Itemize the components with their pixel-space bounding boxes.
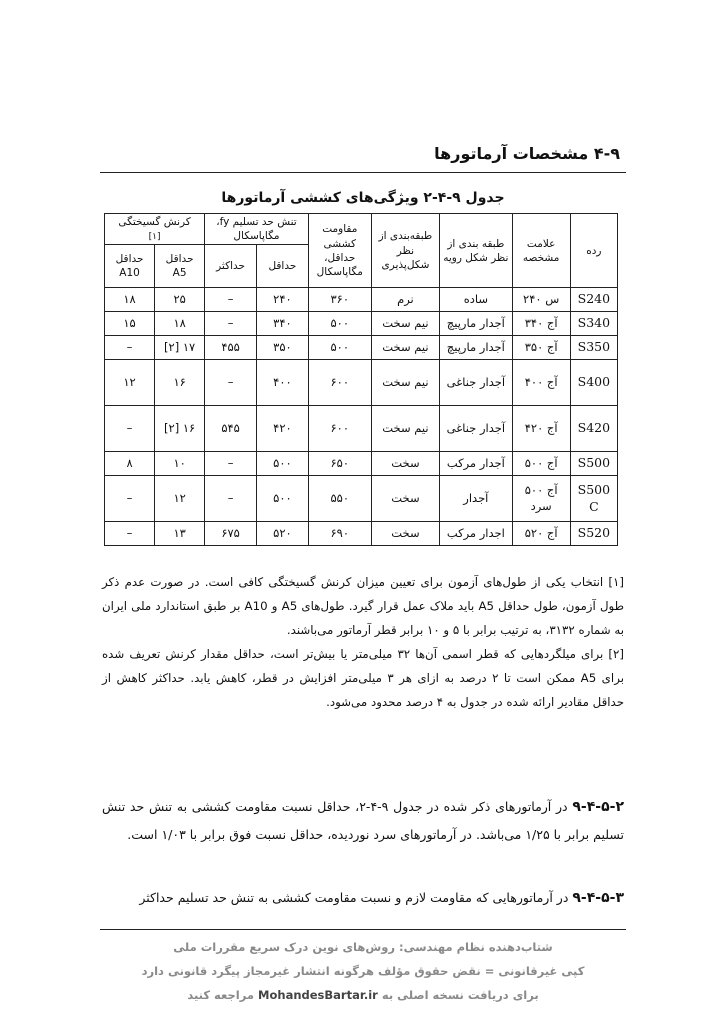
cell-ductility: نیم سخت bbox=[371, 336, 439, 360]
footer-rule bbox=[100, 929, 626, 930]
cell-ductility: نرم bbox=[371, 288, 439, 312]
cell-grade: S500 bbox=[570, 452, 617, 476]
cell-tensile: ۶۹۰ bbox=[308, 522, 371, 546]
cell-a10: – bbox=[105, 336, 155, 360]
cell-ductility: سخت bbox=[371, 522, 439, 546]
header-elongation-label: کرنش گسیختگی bbox=[118, 216, 191, 228]
cell-a10: ۱۸ bbox=[105, 288, 155, 312]
cell-mark: آج ۴۰۰ bbox=[512, 360, 570, 406]
cell-surface: اجدار مرکب bbox=[440, 522, 512, 546]
cell-tensile: ۳۶۰ bbox=[308, 288, 371, 312]
cell-yield-min: ۵۰۰ bbox=[257, 452, 309, 476]
cell-mark: آج ۳۵۰ bbox=[512, 336, 570, 360]
clause-number: ۹-۴-۵-۲ bbox=[572, 799, 624, 815]
cell-surface: آجدار bbox=[440, 476, 512, 522]
cell-mark: آج ۵۲۰ bbox=[512, 522, 570, 546]
cell-a5: ۱۳ bbox=[155, 522, 205, 546]
cell-surface: آجدار جناغی bbox=[440, 360, 512, 406]
cell-a5: ۱۶ [۲] bbox=[155, 406, 205, 452]
table-header-row bbox=[105, 214, 618, 245]
header-yield-max: حداکثر bbox=[205, 245, 257, 288]
cell-yield-max: ۶۷۵ bbox=[205, 522, 257, 546]
cell-yield-max: – bbox=[205, 360, 257, 406]
header-ductility: طبقه‌بندی از نظر شکل‌پذیری bbox=[371, 214, 439, 288]
cell-a10: – bbox=[105, 476, 155, 522]
cell-surface: آجدار جناغی bbox=[440, 406, 512, 452]
cell-yield-min: ۴۰۰ bbox=[257, 360, 309, 406]
table-notes bbox=[102, 570, 624, 714]
cell-grade: S520 bbox=[570, 522, 617, 546]
cell-yield-min: ۴۲۰ bbox=[257, 406, 309, 452]
cell-surface: آجدار مارپیچ bbox=[440, 312, 512, 336]
clause-number: ۹-۴-۵-۳ bbox=[572, 890, 624, 906]
cell-ductility: نیم سخت bbox=[371, 406, 439, 452]
cell-tensile: ۵۰۰ bbox=[308, 336, 371, 360]
header-yield-min: حداقل bbox=[257, 245, 309, 288]
table-row bbox=[105, 360, 618, 406]
cell-tensile: ۶۵۰ bbox=[308, 452, 371, 476]
cell-surface: ساده bbox=[440, 288, 512, 312]
table-row bbox=[105, 452, 618, 476]
cell-yield-max: – bbox=[205, 312, 257, 336]
header-surface: طبقه بندی از نظر شکل رویه bbox=[440, 214, 512, 288]
cell-grade: S340 bbox=[570, 312, 617, 336]
cell-a5: ۱۶ bbox=[155, 360, 205, 406]
cell-a5: ۱۰ bbox=[155, 452, 205, 476]
cell-a10: ۱۵ bbox=[105, 312, 155, 336]
header-a5: حداقل A5 bbox=[155, 245, 205, 288]
table-row bbox=[105, 312, 618, 336]
cell-grade: S350 bbox=[570, 336, 617, 360]
table-title: جدول ۹-۴-۲ ویژگی‌های کششی آرماتورها bbox=[221, 190, 505, 206]
header-tensile: مقاومت کششی حداقل، مگاپاسکال bbox=[308, 214, 371, 288]
header-grade: رده bbox=[570, 214, 617, 288]
table-row bbox=[105, 336, 618, 360]
footer-line-1: شتاب‌دهنده نظام مهندسی: روش‌های نوین درک سریع مقررات ملی bbox=[173, 940, 553, 954]
cell-tensile: ۵۵۰ bbox=[308, 476, 371, 522]
table-row bbox=[105, 288, 618, 312]
cell-yield-max: ۴۵۵ bbox=[205, 336, 257, 360]
cell-a5: ۱۷ [۲] bbox=[155, 336, 205, 360]
footer-line-3-prefix: برای دریافت نسخه اصلی به bbox=[381, 988, 539, 1002]
cell-ductility: نیم سخت bbox=[371, 312, 439, 336]
cell-grade: S420 bbox=[570, 406, 617, 452]
cell-a5: ۲۵ bbox=[155, 288, 205, 312]
cell-mark: آج ۵۰۰ سرد bbox=[512, 476, 570, 522]
cell-a10: – bbox=[105, 406, 155, 452]
cell-a5: ۱۸ bbox=[155, 312, 205, 336]
cell-yield-min: ۳۵۰ bbox=[257, 336, 309, 360]
cell-tensile: ۶۰۰ bbox=[308, 360, 371, 406]
note-1: [۱] انتخاب یکی از طول‌های آزمون برای تعیین میزان کرنش گسیختگی کافی است. در صورت عدم ذکر طول آزمون، طول حداقل A5 باید ملاک عمل قرار گیرد. طول‌های A5 و A10 بر طبق استاندارد ملی ایران به شماره ۳۱۳۲، به ترتیب برابر با ۵ و ۱۰ برابر قطر آرماتور می‌باشند. bbox=[102, 575, 625, 637]
cell-surface: آجدار مرکب bbox=[440, 452, 512, 476]
cell-yield-min: ۲۴۰ bbox=[257, 288, 309, 312]
chapter-title: ۴-۹ مشخصات آرماتورها bbox=[434, 144, 620, 163]
clause-9-4-5-3 bbox=[102, 884, 624, 912]
cell-yield-min: ۵۲۰ bbox=[257, 522, 309, 546]
footer-line-2: کپی غیرقانونی = نقض حقوق مؤلف هرگونه انتشار غیرمجاز پیگرد قانونی دارد bbox=[141, 964, 585, 978]
cell-yield-max: – bbox=[205, 452, 257, 476]
cell-tensile: ۶۰۰ bbox=[308, 406, 371, 452]
header-mark: علامت مشخصه bbox=[512, 214, 570, 288]
table-row bbox=[105, 522, 618, 546]
header-yield: تنش حد تسلیم fy، مگاپاسکال bbox=[205, 214, 309, 245]
cell-ductility: سخت bbox=[371, 476, 439, 522]
tensile-properties-table bbox=[104, 213, 618, 546]
table-row bbox=[105, 406, 618, 452]
cell-mark: آج ۳۴۰ bbox=[512, 312, 570, 336]
note-2: [۲] برای میلگردهایی که قطر اسمی آن‌ها ۳۲ میلی‌متر یا بیش‌تر است، حداقل مقدار کرنش تعریف شده برای A5 ممکن است تا ۲ درصد به ازای هر ۳ میلی‌متر افزایش در قطر، کاهش یابد. حداکثر کاهش از حداقل مقادیر ارائه شده در جدول به ۴ درصد محدود می‌شود. bbox=[102, 647, 624, 709]
cell-mark: س ۲۴۰ bbox=[512, 288, 570, 312]
cell-tensile: ۵۰۰ bbox=[308, 312, 371, 336]
cell-a10: ۸ bbox=[105, 452, 155, 476]
cell-a10: – bbox=[105, 522, 155, 546]
cell-ductility: سخت bbox=[371, 452, 439, 476]
cell-grade: S500 C bbox=[570, 476, 617, 522]
cell-yield-max: ۵۴۵ bbox=[205, 406, 257, 452]
header-a10: حداقل A10 bbox=[105, 245, 155, 288]
footer-line-3 bbox=[100, 983, 626, 1007]
cell-yield-max: – bbox=[205, 476, 257, 522]
footer-url[interactable]: MohandesBartar.ir bbox=[258, 988, 378, 1002]
cell-yield-max: – bbox=[205, 288, 257, 312]
clause-9-4-5-2 bbox=[102, 793, 624, 848]
cell-surface: آجدار مارپیچ bbox=[440, 336, 512, 360]
footer-line-3-suffix: مراجعه کنید bbox=[187, 988, 255, 1002]
cell-ductility: نیم سخت bbox=[371, 360, 439, 406]
clause-text: در آرماتورهای ذکر شده در جدول ۹-۴-۲، حداقل نسبت مقاومت کششی به تنش حد تنش تسلیم برابر با ۱/۲۵ می‌باشد. در آرماتورهای سرد نوردیده، حداقل نسبت فوق برابر با ۱/۰۳ است. bbox=[102, 799, 624, 842]
table-row bbox=[105, 476, 618, 522]
cell-a10: ۱۲ bbox=[105, 360, 155, 406]
header-elongation bbox=[105, 214, 205, 245]
cell-mark: آج ۵۰۰ bbox=[512, 452, 570, 476]
cell-a5: ۱۲ bbox=[155, 476, 205, 522]
cell-mark: آج ۴۲۰ bbox=[512, 406, 570, 452]
cell-grade: S400 bbox=[570, 360, 617, 406]
footer-watermark bbox=[100, 935, 626, 1007]
clause-text: در آرماتورهایی که مقاومت لازم و نسبت مقاومت کششی به تنش حد تسلیم حداکثر bbox=[139, 890, 569, 905]
header-elongation-note: [۱] bbox=[148, 232, 161, 243]
cell-yield-min: ۳۴۰ bbox=[257, 312, 309, 336]
cell-grade: S240 bbox=[570, 288, 617, 312]
header-rule bbox=[100, 172, 626, 173]
cell-yield-min: ۵۰۰ bbox=[257, 476, 309, 522]
